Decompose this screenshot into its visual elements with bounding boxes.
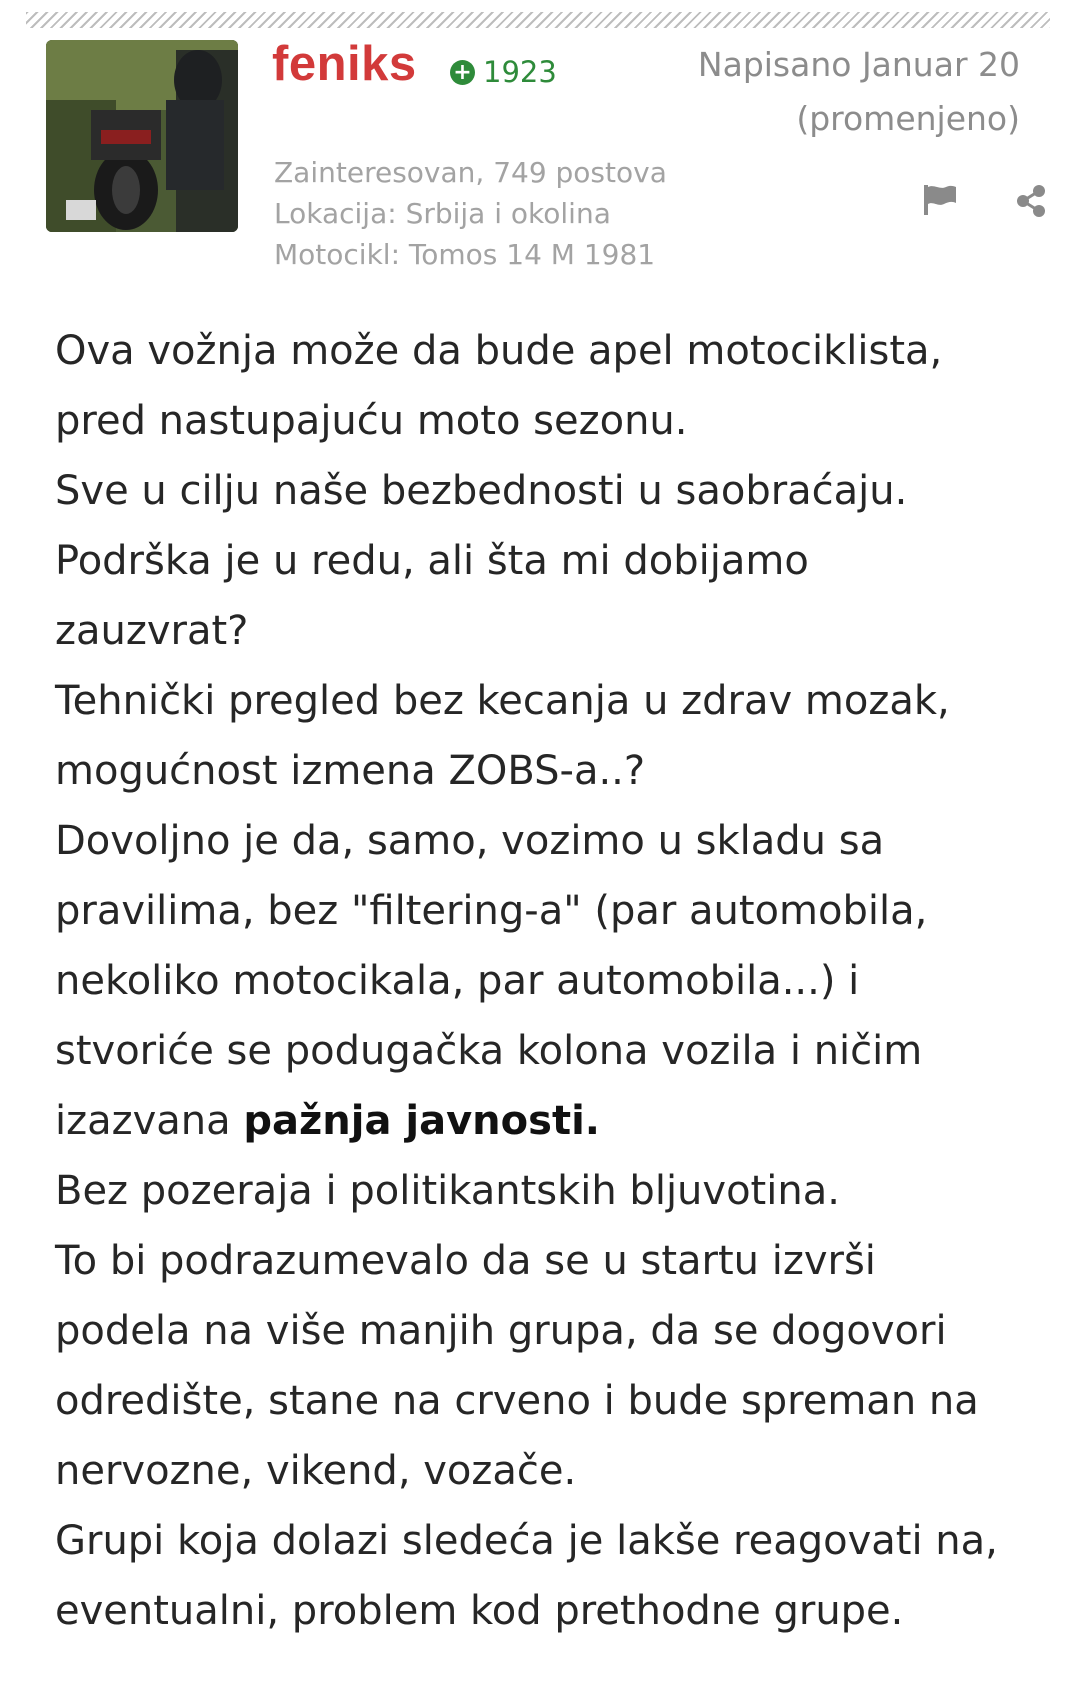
post-content — [55, 316, 1045, 1646]
post-line: zauzvrat? — [55, 608, 249, 654]
post-line: pravilima, bez "filtering-a" (par automobila, — [55, 888, 928, 934]
post-line: podela na više manjih grupa, da se dogovori — [55, 1308, 947, 1354]
reputation-badge — [450, 54, 557, 90]
share-icon[interactable] — [1016, 185, 1046, 217]
post-line: stvoriće se podugačka kolona vozila i ničim — [55, 1028, 923, 1074]
post-line: mogućnost izmena ZOBS-a..? — [55, 748, 646, 794]
post-separator — [26, 12, 1050, 28]
post-line: Dovoljno je da, samo, vozimo u skladu sa — [55, 818, 885, 864]
reputation-count: 1923 — [483, 55, 557, 89]
flag-icon[interactable] — [922, 183, 958, 217]
posted-date[interactable]: Napisano Januar 20 — [697, 45, 1020, 84]
post-line: Ova vožnja može da bude apel motociklista, — [55, 328, 943, 374]
bold-text: pažnja javnosti. — [243, 1098, 600, 1144]
post-text: izazvana — [55, 1098, 244, 1144]
post-line: To bi podrazumevalo da se u startu izvrši — [55, 1238, 876, 1284]
post-line: eventualni, problem kod prethodne grupe. — [55, 1588, 904, 1634]
post-line: Podrška je u redu, ali šta mi dobijamo — [55, 538, 809, 584]
post-line: Bez pozeraja i politikantskih bljuvotina. — [55, 1168, 840, 1214]
author-title-posts: Zainteresovan, 749 postova — [274, 156, 667, 189]
plus-circle-icon: + — [450, 60, 475, 85]
avatar-photo — [46, 40, 238, 232]
post-line: Tehnički pregled bez kecanja u zdrav mozak, — [55, 678, 950, 724]
author-location: Lokacija: Srbija i okolina — [274, 197, 611, 230]
author-info — [274, 152, 667, 275]
author-name[interactable]: feniks — [272, 37, 417, 91]
post-line — [55, 1086, 1045, 1156]
post-line: Grupi koja dolazi sledeća je lakše reagovati na, — [55, 1518, 998, 1564]
avatar[interactable] — [46, 40, 238, 232]
post-line: odredište, stane na crveno i bude spreman na — [55, 1378, 979, 1424]
edited-label: (promenjeno) — [796, 99, 1020, 138]
post-line: nervozne, vikend, vozače. — [55, 1448, 577, 1494]
author-motorcycle: Motocikl: Tomos 14 M 1981 — [274, 238, 656, 271]
post-line: pred nastupajuću moto sezonu. — [55, 398, 688, 444]
post-timestamp — [640, 38, 1020, 146]
post-line: Sve u cilju naše bezbednosti u saobraćaju. — [55, 468, 908, 514]
post-line: nekoliko motocikala, par automobila...) i — [55, 958, 860, 1004]
